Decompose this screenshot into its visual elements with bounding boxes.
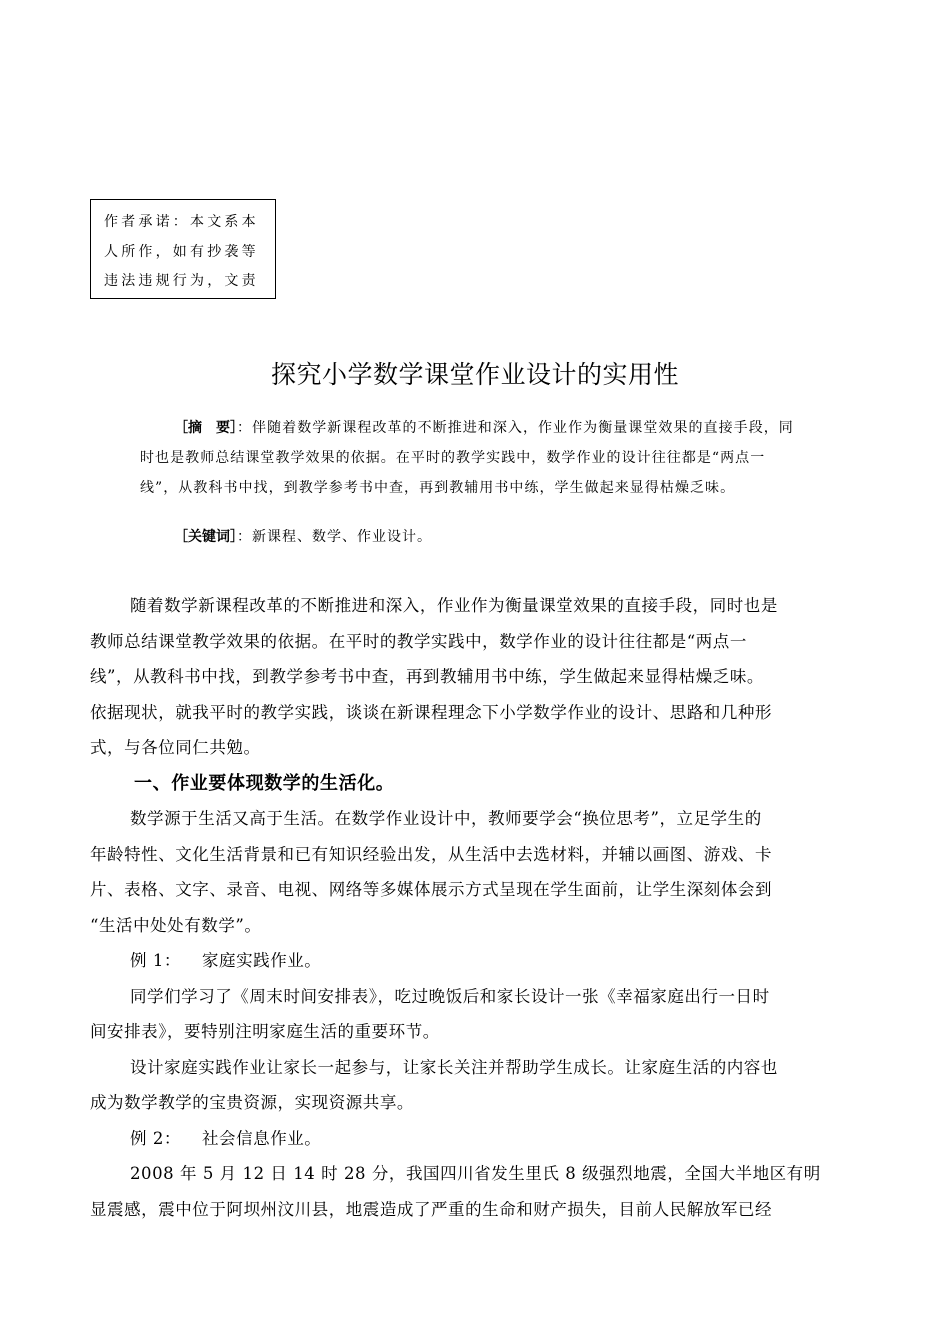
author-pledge-box [90,199,276,299]
body-line: “生活中处处有数学”。 [90,915,262,935]
body-line: 2008 年 5 月 12 日 14 时 28 分，我国四川省发生里氏 8 级强烈地震，全国大半地区有明 [130,1164,821,1183]
example-title: 家庭实践作业。 [202,951,322,970]
section-heading: 一、作业要体现数学的生活化。 [134,772,395,794]
keywords-label: ［关键词］ [174,529,237,545]
pledge-line: 违法违规行为，文责 [104,273,259,289]
pledge-line: 人所作，如有抄袭等 [104,243,259,260]
keywords [174,522,432,552]
body-line: 显震感，震中位于阿坝州汶川县，地震造成了严重的生命和财产损失，目前人民解放军已经 [90,1199,772,1219]
abstract [140,413,860,503]
keywords-text: ：新课程、数学、作业设计。 [237,529,432,545]
body-line: 依据现状，就我平时的教学实践，谈谈在新课程理念下小学数学作业的设计、思路和几种形 [90,702,772,722]
body-line: 教师总结课堂教学效果的依据。在平时的教学实践中，数学作业的设计往往都是“两点一 [90,631,747,651]
body-line: 线”，从教科书中找，到教学参考书中查，再到教辅用书中练，学生做起来显得枯燥乏味。 [90,667,764,686]
abstract-line: 时也是教师总结课堂教学效果的依据。在平时的教学实践中，数学作业的设计往往都是“两点一 [140,450,766,466]
body-line: 间安排表》，要特别注明家庭生活的重要环节。 [90,1022,440,1041]
abstract-line [140,413,860,443]
example-title: 社会信息作业。 [202,1128,322,1148]
body-line: 同学们学习了《周末时间安排表》，吃过晚饭后和家长设计一张《幸福家庭出行一日时 [130,986,770,1006]
pledge-line: 作者承诺：本文系本 [104,214,259,230]
example-heading [90,1121,862,1157]
abstract-label: ［摘 要］ [174,420,237,436]
body-line: 设计家庭实践作业让家长一起参与，让家长关注并帮助学生成长。让家庭生活的内容也 [130,1057,778,1077]
body-line: 片、表格、文字、录音、电视、网络等多媒体展示方式呈现在学生面前，让学生深刻体会到 [90,880,772,899]
body-line: 成为数学教学的宝贵资源，实现资源共享。 [90,1093,414,1112]
abstract-line: 线”，从教科书中找，到教学参考书中查，再到教辅用书中练，学生做起来显得枯燥乏味。 [140,480,736,496]
body-line: 式，与各位同仁共勉。 [90,738,261,757]
body-line: 数学源于生活又高于生活。在数学作业设计中，教师要学会“换位思考”，立足学生的 [130,809,762,828]
body-line: 随着数学新课程改革的不断推进和深入，作业作为衡量课堂效果的直接手段，同时也是 [130,596,778,615]
main-body [90,588,862,1227]
example-heading [90,943,862,979]
abstract-text: ：伴随着数学新课程改革的不断推进和深入，作业作为衡量课堂效果的直接手段，同 [237,420,794,436]
example-label: 例 2： [130,1128,181,1148]
body-line: 年龄特性、文化生活背景和已有知识经验出发，从生活中去选材料，并辅以画图、游戏、卡 [90,844,772,864]
example-label: 例 1： [130,951,181,970]
paper-title: 探究小学数学课堂作业设计的实用性 [270,360,679,389]
